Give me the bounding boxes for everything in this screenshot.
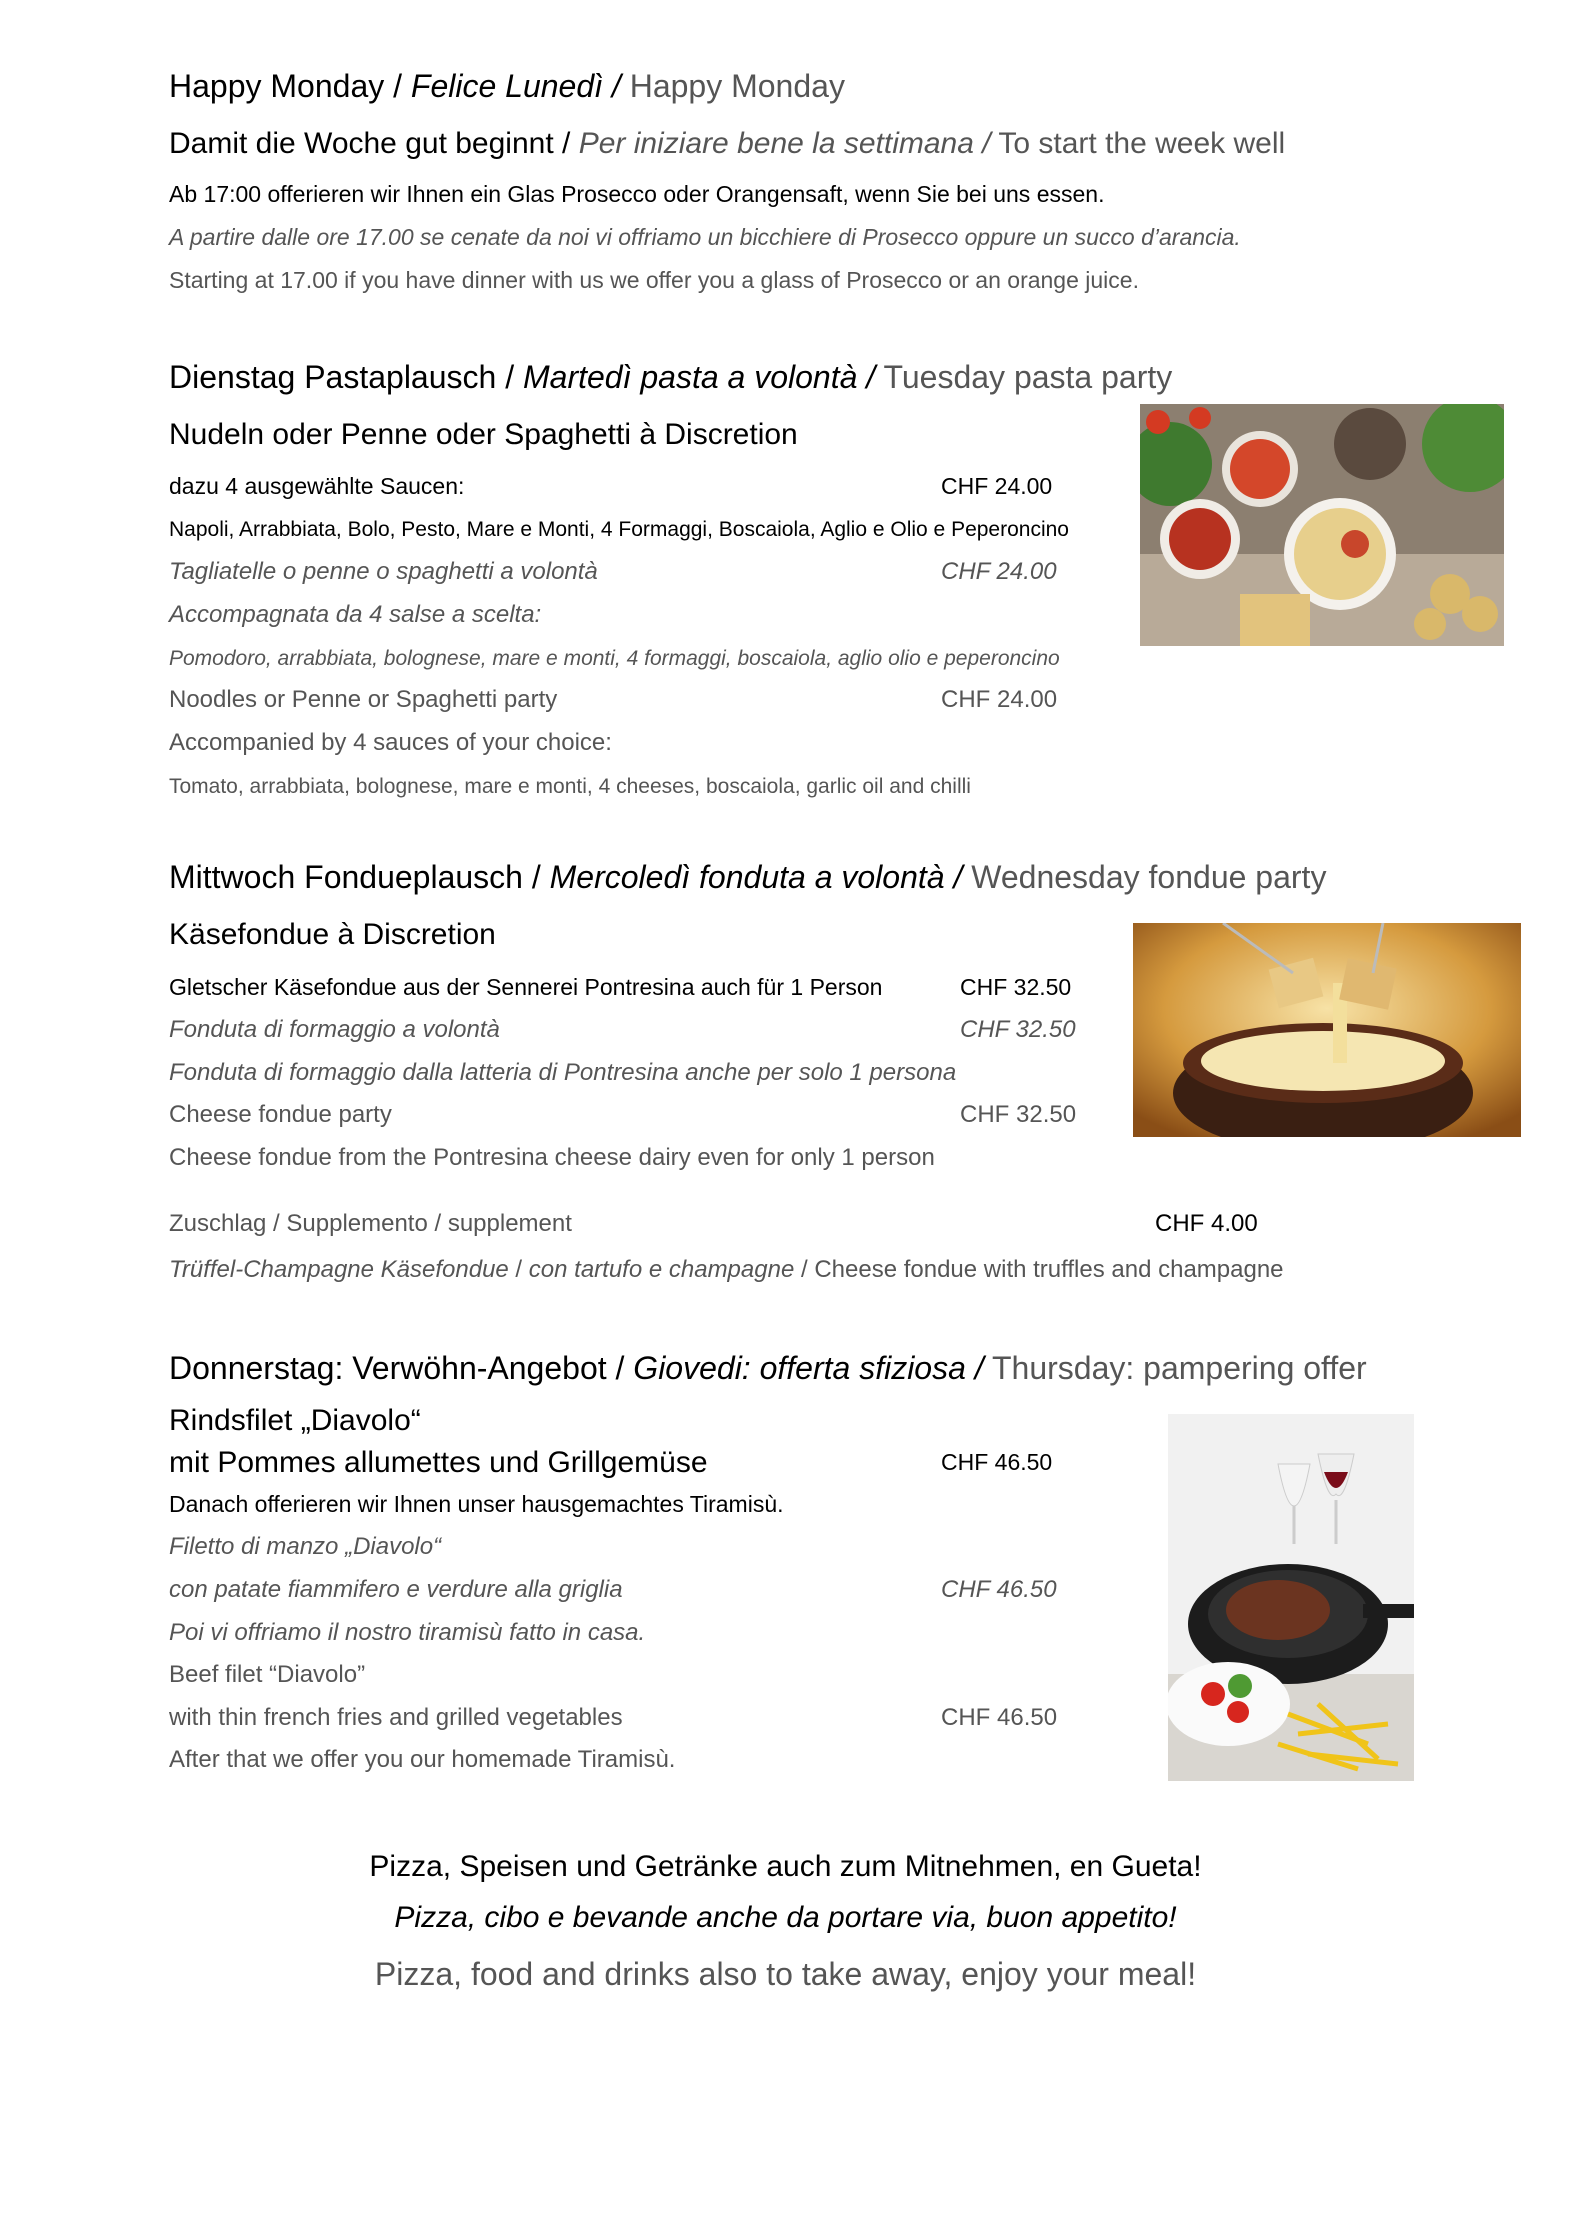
tuesday-sauces-de: Napoli, Arrabbiata, Bolo, Pesto, Mare e Monti, 4 Formaggi, Boscaiola, Aglio e Olio e Peperoncino — [169, 518, 1069, 541]
wednesday-line2-en: Cheese fondue from the Pontresina cheese dairy even for only 1 person — [169, 1144, 935, 1171]
wednesday-line2-it: Fonduta di formaggio dalla latteria di Pontresina anche per solo 1 persona — [169, 1059, 957, 1086]
fondue-photo — [1133, 923, 1521, 1137]
thursday-dish1-en: Beef filet “Diavolo” — [169, 1661, 366, 1688]
fondue-illustration — [1133, 923, 1521, 1137]
footer-it: Pizza, cibo e bevande anche da portare via, buon appetito! — [394, 1901, 1177, 1934]
tuesday-price-it: CHF 24.00 — [941, 558, 1057, 585]
monday-title: Happy Monday / Felice Lunedì / Happy Monday — [169, 68, 845, 104]
wednesday-supplement-price: CHF 4.00 — [1155, 1210, 1258, 1237]
tuesday-sauces-en: Tomato, arrabbiata, bolognese, mare e monti, 4 cheeses, boscaiola, garlic oil and chilli — [169, 775, 971, 798]
thursday-dish2-en: with thin french fries and grilled vegetables — [169, 1704, 623, 1731]
tuesday-price-en: CHF 24.00 — [941, 686, 1058, 713]
thursday-price-en: CHF 46.50 — [941, 1704, 1058, 1731]
tuesday-acc-it: Accompagnata da 4 salse a scelta: — [169, 601, 542, 628]
pasta-photo — [1140, 404, 1504, 646]
monday-text-de: Ab 17:00 offerieren wir Ihnen ein Glas Prosecco oder Orangensaft, wenn Sie bei uns essen. — [169, 181, 1105, 207]
tuesday-line1-de: dazu 4 ausgewählte Saucen: — [169, 473, 465, 499]
wednesday-line-it: Fonduta di formaggio a volontà — [169, 1016, 500, 1043]
thursday-dish1-de: Rindsfilet „Diavolo“ — [169, 1404, 421, 1437]
tuesday-price-de: CHF 24.00 — [941, 473, 1053, 499]
thursday-text-de: Danach offerieren wir Ihnen unser hausgemachtes Tiramisù. — [169, 1491, 784, 1517]
monday-text-it: A partire dalle ore 17.00 se cenate da noi vi offriamo un bicchiere di Prosecco oppure un succo d’arancia. — [169, 224, 1241, 250]
wednesday-line-en: Cheese fondue party — [169, 1101, 392, 1128]
monday-subtitle: Damit die Woche gut beginnt / Per iniziare bene la settimana / To start the week well — [169, 127, 1286, 160]
thursday-dish2-it: con patate fiammifero e verdure alla griglia — [169, 1576, 623, 1603]
tuesday-line-en: Noodles or Penne or Spaghetti party — [169, 686, 558, 713]
monday-text-en: Starting at 17.00 if you have dinner with us we offer you a glass of Prosecco or an orange juice. — [169, 267, 1139, 293]
pasta-illustration — [1140, 404, 1504, 646]
tuesday-subtitle: Nudeln oder Penne oder Spaghetti à Discretion — [169, 418, 798, 451]
footer-en: Pizza, food and drinks also to take away, enjoy your meal! — [374, 1956, 1197, 1992]
tuesday-line-it: Tagliatelle o penne o spaghetti a volontà — [169, 558, 598, 585]
tuesday-title: Dienstag Pastaplausch / Martedì pasta a volontà / Tuesday pasta party — [169, 359, 1173, 395]
thursday-dish2-de: mit Pommes allumettes und Grillgemüse — [169, 1446, 708, 1479]
wednesday-supplement: Zuschlag / Supplemento / supplement — [169, 1210, 572, 1237]
wednesday-line1-de: Gletscher Käsefondue aus der Sennerei Pontresina auch für 1 Person — [169, 974, 883, 1000]
tuesday-sauces-it: Pomodoro, arrabbiata, bolognese, mare e monti, 4 formaggi, boscaiola, aglio olio e peperoncino — [169, 647, 1060, 670]
footer-de: Pizza, Speisen und Getränke auch zum Mitnehmen, en Gueta! — [369, 1850, 1202, 1883]
wednesday-price-it: CHF 32.50 — [960, 1016, 1076, 1043]
wednesday-subtitle: Käsefondue à Discretion — [169, 918, 496, 951]
steak-illustration — [1168, 1414, 1414, 1781]
wednesday-truffle: Trüffel-Champagne Käsefondue / con tartufo e champagne / Cheese fondue with truffles and champagne — [169, 1256, 1284, 1283]
wednesday-price-de: CHF 32.50 — [960, 974, 1072, 1000]
tuesday-acc-en: Accompanied by 4 sauces of your choice: — [169, 729, 612, 756]
wednesday-title: Mittwoch Fondueplausch / Mercoledì fonduta a volontà / Wednesday fondue party — [169, 859, 1327, 895]
thursday-price-it: CHF 46.50 — [941, 1576, 1057, 1603]
thursday-price-de: CHF 46.50 — [941, 1449, 1053, 1475]
thursday-title: Donnerstag: Verwöhn-Angebot / Giovedi: offerta sfiziosa / Thursday: pampering offer — [169, 1350, 1367, 1386]
thursday-text-it: Poi vi offriamo il nostro tiramisù fatto in casa. — [169, 1619, 646, 1646]
steak-photo — [1168, 1414, 1414, 1781]
thursday-text-en: After that we offer you our homemade Tiramisù. — [169, 1746, 676, 1773]
thursday-dish1-it: Filetto di manzo „Diavolo“ — [169, 1533, 442, 1560]
wednesday-price-en: CHF 32.50 — [960, 1101, 1077, 1128]
